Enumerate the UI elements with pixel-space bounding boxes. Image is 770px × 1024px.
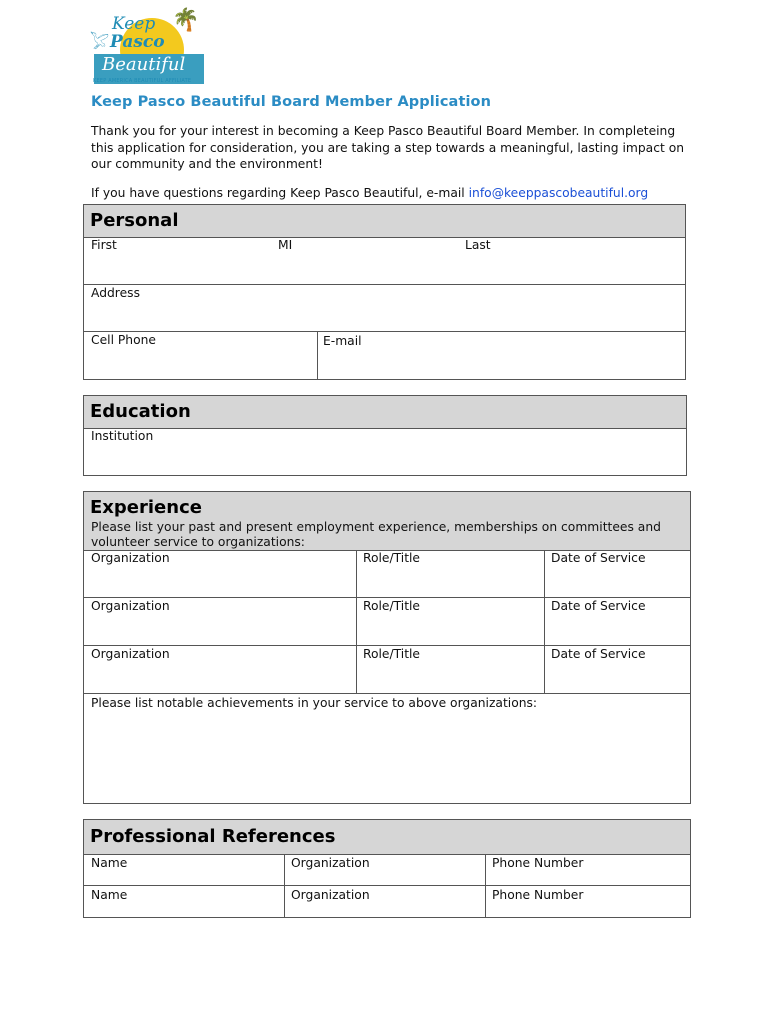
date-of-service-field[interactable] — [545, 550, 690, 597]
reference-name-field[interactable] — [84, 854, 284, 885]
experience-title: Experience — [90, 497, 202, 518]
contact-prefix: If you have questions regarding Keep Pasco Beautiful, e-mail — [91, 186, 469, 200]
logo-text-beautiful: Beautiful — [102, 54, 186, 75]
organization-label: Organization — [91, 647, 170, 661]
organization-field[interactable] — [84, 550, 356, 597]
role-title-field[interactable] — [357, 598, 544, 645]
mi-label: MI — [278, 238, 293, 252]
references-header — [84, 820, 690, 855]
keep-pasco-beautiful-logo — [90, 10, 206, 86]
logo-text-pasco: Pasco — [110, 32, 165, 52]
reference-name-label: Name — [91, 888, 128, 902]
address-label: Address — [91, 286, 140, 300]
first-name-label: First — [91, 238, 117, 252]
divider — [356, 550, 357, 693]
references-section — [83, 819, 691, 918]
experience-section — [83, 491, 691, 804]
organization-field[interactable] — [84, 646, 356, 693]
reference-organization-label: Organization — [291, 856, 370, 870]
date-of-service-label: Date of Service — [551, 599, 646, 613]
education-header — [84, 396, 686, 429]
heron-icon: 𓅯 — [90, 33, 110, 52]
date-of-service-label: Date of Service — [551, 551, 646, 565]
institution-field[interactable] — [84, 428, 686, 475]
role-title-label: Role/Title — [363, 599, 420, 613]
last-name-label: Last — [465, 238, 491, 252]
cell-phone-label: Cell Phone — [91, 333, 156, 347]
reference-phone-label: Phone Number — [492, 856, 584, 870]
date-of-service-field[interactable] — [545, 598, 690, 645]
role-title-label: Role/Title — [363, 551, 420, 565]
reference-organization-field[interactable] — [285, 886, 485, 917]
role-title-field[interactable] — [357, 550, 544, 597]
divider — [485, 854, 486, 917]
logo-tagline: KEEP AMERICA BEAUTIFUL AFFILIATE — [93, 78, 192, 84]
reference-organization-field[interactable] — [285, 854, 485, 885]
cell-phone-field[interactable] — [84, 332, 317, 379]
references-title: Professional References — [90, 826, 336, 847]
page-title: Keep Pasco Beautiful Board Member Application — [91, 94, 492, 110]
intro-paragraph: Thank you for your interest in becoming a Keep Pasco Beautiful Board Member. In completeing this application for consideration, you are taking a step towards a meaningful, lasting impact on our community and the environment! — [91, 124, 685, 171]
achievements-field[interactable] — [84, 694, 690, 803]
education-section — [83, 395, 687, 476]
institution-label: Institution — [91, 429, 154, 443]
achievements-label: Please list notable achievements in your service to above organizations: — [91, 696, 538, 710]
contact-line — [91, 186, 648, 200]
personal-header — [84, 205, 685, 238]
experience-header — [84, 492, 690, 551]
reference-phone-field[interactable] — [486, 854, 690, 885]
reference-organization-label: Organization — [291, 888, 370, 902]
divider — [544, 550, 545, 693]
email-field[interactable] — [318, 332, 685, 379]
divider — [284, 854, 285, 917]
role-title-label: Role/Title — [363, 647, 420, 661]
reference-phone-field[interactable] — [486, 886, 690, 917]
reference-name-field[interactable] — [84, 886, 284, 917]
contact-email-link[interactable]: info@keeppascobeautiful.org — [468, 186, 649, 200]
date-of-service-label: Date of Service — [551, 647, 646, 661]
personal-section — [83, 204, 686, 380]
organization-label: Organization — [91, 551, 170, 565]
email-label: E-mail — [323, 334, 362, 348]
personal-title: Personal — [90, 210, 179, 231]
logo-text-keep: Keep — [112, 14, 156, 34]
education-title: Education — [90, 401, 191, 422]
palm-tree-icon: 🌴 — [172, 8, 200, 33]
experience-instructions: Please list your past and present employment experience, memberships on committees and volunteer service to organizations: — [91, 520, 661, 549]
role-title-field[interactable] — [357, 646, 544, 693]
organization-field[interactable] — [84, 598, 356, 645]
address-field[interactable] — [84, 285, 685, 332]
organization-label: Organization — [91, 599, 170, 613]
reference-name-label: Name — [91, 856, 128, 870]
name-field-row[interactable] — [84, 237, 685, 285]
date-of-service-field[interactable] — [545, 646, 690, 693]
reference-phone-label: Phone Number — [492, 888, 584, 902]
